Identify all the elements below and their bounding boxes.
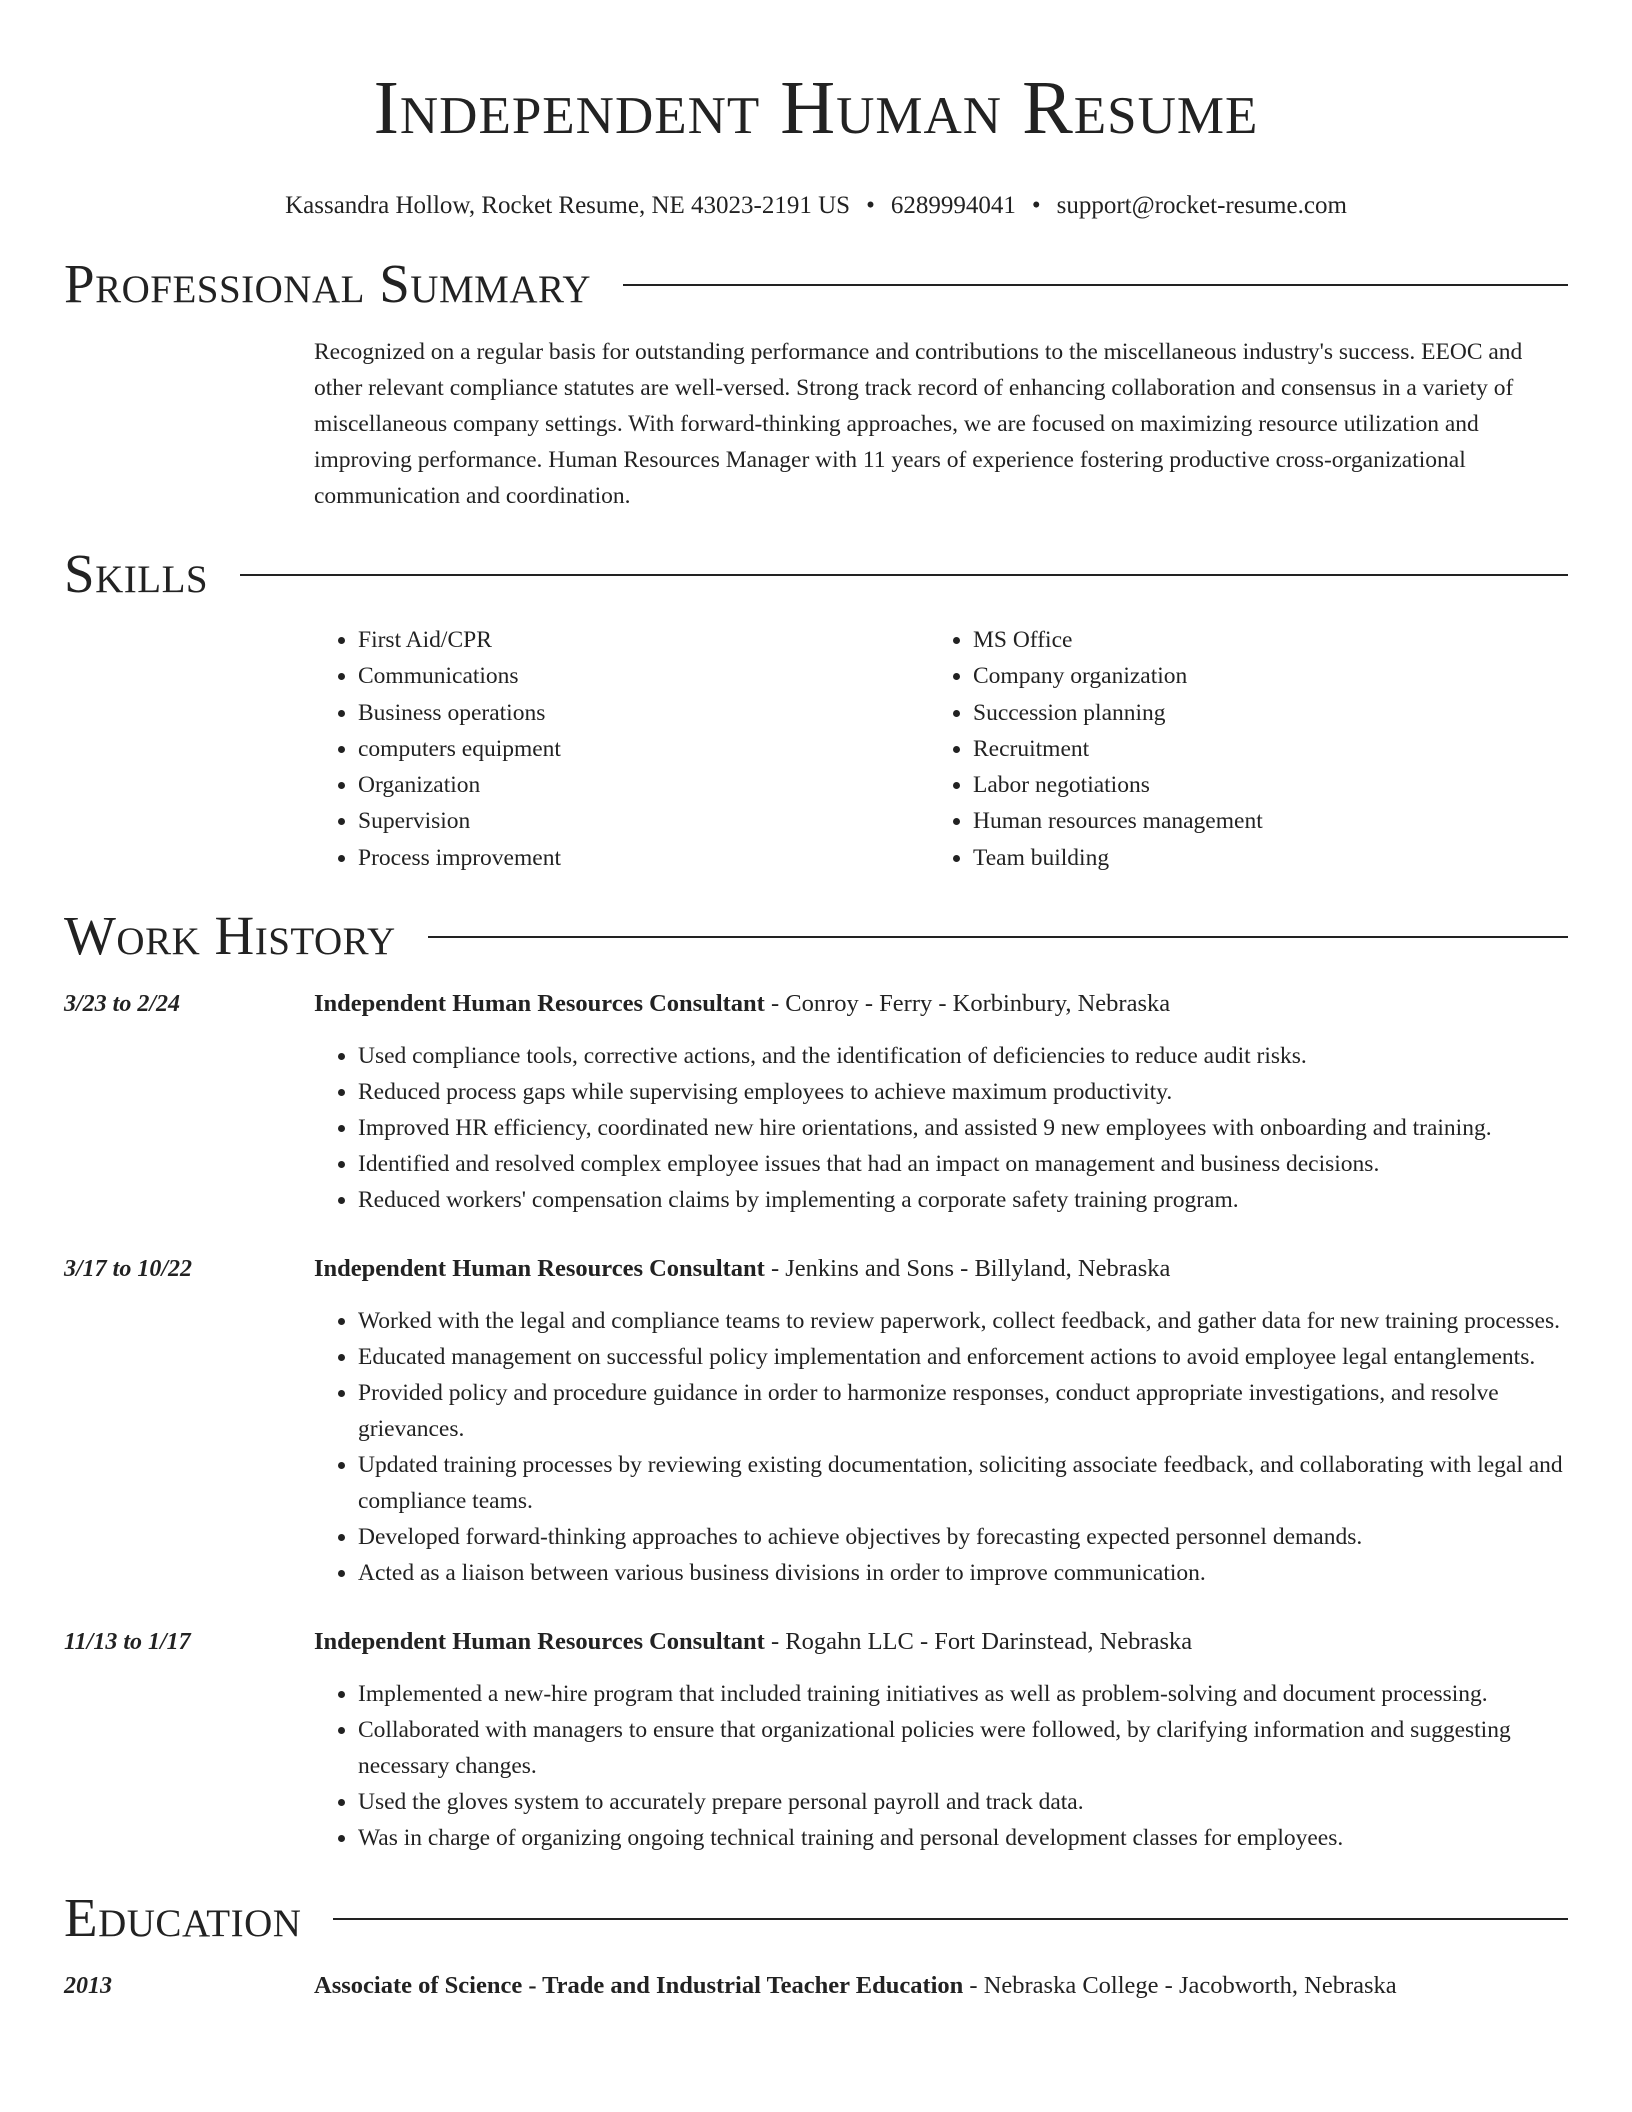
summary-section-header (64, 252, 1568, 316)
job-bullet: • Reduced workers' compensation claims by implementing a corporate safety training program. (358, 1182, 1568, 1218)
job-bullets (314, 1303, 1568, 1591)
job-employer: - Conroy - Ferry - Korbinbury, Nebraska (764, 990, 1171, 1018)
job-entry (64, 1624, 1568, 1856)
job-role: Independent Human Resources Consultant (314, 990, 765, 1018)
job-bullet: • Developed forward-thinking approaches to achieve objectives by forecasting expected personnel demands. (358, 1519, 1568, 1555)
section-divider (623, 284, 1568, 286)
education-entry (64, 1968, 1568, 2004)
job-bullet: • Used the gloves system to accurately prepare personal payroll and track data. (358, 1784, 1568, 1820)
contact-separator: • (1031, 192, 1041, 219)
skill-item: • Recruitment (973, 731, 1544, 767)
job-role: Independent Human Resources Consultant (314, 1255, 765, 1283)
skills-heading: Skills (64, 543, 209, 604)
contact-phone: 6289994041 (890, 192, 1016, 219)
skill-item: • Supervision (358, 803, 929, 839)
job-date: 11/13 to 1/17 (64, 1629, 191, 1656)
resume-name: Independent Human Resume (373, 66, 1259, 150)
skill-item: • Communications (358, 658, 929, 694)
job-bullets (314, 1038, 1568, 1218)
contact-address: Kassandra Hollow, Rocket Resume, NE 43023-2191 US (285, 192, 851, 219)
skill-item: • computers equipment (358, 731, 929, 767)
work-history-heading: Work History (64, 905, 396, 967)
skills-section-header (64, 542, 1568, 606)
summary-text: Recognized on a regular basis for outstanding performance and contributions to the miscellaneous industry's success. EEOC and other relevant compliance statutes are well-versed. Strong track record of enhancing collaboration and consensus in a variety of miscellaneous company settings. With forward-thinking approaches, we are focused on maximizing resource utilization and improving performance. Human Resources Manager with 11 years of experience fostering productive cross-organizational communication and coordination. (314, 339, 1523, 509)
contact-separator: • (866, 192, 875, 219)
contact-email: support@rocket-resume.com (1056, 192, 1347, 219)
work-history-section (64, 904, 1568, 1856)
job-employer: - Jenkins and Sons - Billyland, Nebraska (764, 1255, 1171, 1283)
job-title (314, 986, 1568, 1022)
skills-list-right (929, 622, 1544, 876)
job-entry (64, 986, 1568, 1218)
section-divider (428, 936, 1568, 938)
skill-item: • Business operations (358, 695, 929, 731)
skill-item: • Human resources management (973, 803, 1544, 839)
skills-body (314, 622, 1568, 876)
job-bullet: • Improved HR efficiency, coordinated new hire orientations, and assisted 9 new employees with onboarding and training. (358, 1110, 1568, 1146)
skill-item: • Team building (973, 840, 1544, 876)
education-section-header (64, 1886, 1568, 1950)
summary-heading: Professional Summary (64, 253, 592, 314)
education-date: 2013 (64, 1973, 112, 2000)
summary-section (64, 252, 1568, 514)
skills-section (64, 542, 1568, 876)
skill-item: • First Aid/CPR (358, 622, 929, 658)
job-bullet: • Implemented a new-hire program that included training initiatives as well as problem-solving and document processing. (358, 1676, 1568, 1712)
contact-line (64, 190, 1568, 222)
skill-item: • Succession planning (973, 695, 1544, 731)
education-degree: Associate of Science - Trade and Industrial Teacher Education (314, 1972, 964, 2000)
job-bullet: • Was in charge of organizing ongoing technical training and personal development classes for employees. (358, 1820, 1568, 1856)
skill-item: • Process improvement (358, 840, 929, 876)
skills-list-left (314, 622, 929, 876)
job-bullet: • Educated management on successful policy implementation and enforcement actions to avoid employee legal entanglements. (358, 1339, 1568, 1375)
job-entry (64, 1251, 1568, 1591)
job-role: Independent Human Resources Consultant (314, 1628, 765, 1656)
job-bullet: • Updated training processes by reviewing existing documentation, soliciting associate feedback, and collaborating with legal and compliance teams. (358, 1447, 1568, 1519)
education-section (64, 1886, 1568, 2004)
skill-item: • MS Office (973, 622, 1544, 658)
job-bullet: • Collaborated with managers to ensure that organizational policies were followed, by clarifying information and suggesting necessary changes. (358, 1712, 1568, 1784)
job-bullet: • Identified and resolved complex employee issues that had an impact on management and business decisions. (358, 1146, 1568, 1182)
job-bullet: • Worked with the legal and compliance teams to review paperwork, collect feedback, and gather data for new training processes. (358, 1303, 1568, 1339)
skill-item: • Labor negotiations (973, 767, 1544, 803)
job-date: 3/17 to 10/22 (64, 1256, 193, 1283)
skill-item: • Organization (358, 767, 929, 803)
education-heading: Education (64, 1887, 302, 1949)
job-title (314, 1251, 1568, 1287)
section-divider (240, 574, 1568, 576)
job-bullet: • Acted as a liaison between various business divisions in order to improve communication. (358, 1555, 1568, 1591)
job-title (314, 1624, 1568, 1660)
job-bullet: • Provided policy and procedure guidance in order to harmonize responses, conduct appropriate investigations, and resolve grievances. (358, 1375, 1568, 1447)
job-date: 3/23 to 2/24 (64, 991, 181, 1018)
work-history-section-header (64, 904, 1568, 968)
job-bullet: • Reduced process gaps while supervising employees to achieve maximum productivity. (358, 1074, 1568, 1110)
skill-item: • Company organization (973, 658, 1544, 694)
section-divider (333, 1918, 1568, 1920)
job-bullet: • Used compliance tools, corrective actions, and the identification of deficiencies to reduce audit risks. (358, 1038, 1568, 1074)
resume-page (64, 0, 1568, 2004)
job-bullets (314, 1676, 1568, 1856)
education-line (314, 1968, 1568, 2004)
education-school: - Nebraska College - Jacobworth, Nebraska (963, 1972, 1397, 2000)
job-employer: - Rogahn LLC - Fort Darinstead, Nebraska (764, 1628, 1193, 1656)
summary-body (314, 334, 1568, 514)
